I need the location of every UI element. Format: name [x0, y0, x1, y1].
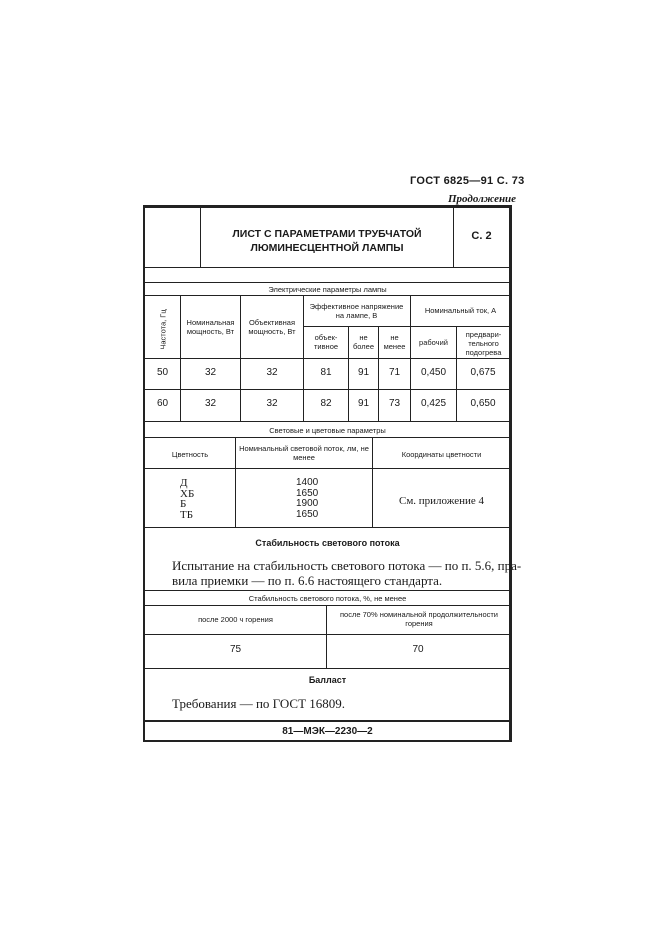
cell-objective-power: 32	[266, 367, 278, 378]
stability-col-70pct: после 70% номинальной продолжительности горения	[340, 610, 498, 628]
col-divider	[235, 437, 236, 527]
header-current-working: рабочий	[419, 338, 448, 347]
footer-code: 81—МЭК—2230—2	[282, 726, 373, 737]
stability-value-2000h: 75	[229, 644, 242, 655]
ballast-heading: Балласт	[308, 675, 347, 685]
color-coordinates-value: См. приложение 4	[398, 495, 485, 507]
list-item: 1650	[296, 508, 319, 520]
list-item: 1900	[296, 498, 319, 509]
stability-text-line2: вила приемки — по п. 6.6 настоящего стандарта.	[172, 573, 443, 588]
stability-value-70pct: 70	[412, 644, 424, 655]
header-objective-power: Объективная мощность, Вт	[248, 318, 296, 336]
continuation-label: Продолжение	[448, 193, 517, 205]
electrical-subheader-bottom	[145, 358, 510, 359]
flux-list	[296, 478, 318, 520]
light-bottom-rule	[145, 527, 510, 528]
electrical-header-rule	[145, 295, 510, 296]
light-header-bottom-rule	[145, 468, 510, 469]
list-item: Д	[180, 477, 188, 489]
cell-voltage-min: 73	[388, 398, 401, 409]
list-item: ХБ	[180, 487, 195, 500]
header-luminous-flux: Номинальный световой поток, лм, не менее	[239, 444, 369, 462]
header-frequency-text: Частота, Гц	[158, 308, 168, 350]
stability-heading: Стабильность светового потока	[255, 538, 400, 548]
stability-table-title: Стабильность светового потока, %, не менее	[248, 594, 407, 603]
cell-current-working: 0,425	[420, 398, 447, 409]
cell-voltage-min: 71	[388, 367, 401, 378]
list-item: 1400	[296, 477, 319, 488]
cell-voltage-max: 91	[357, 398, 370, 409]
header-voltage-objective: объек-тивное	[313, 333, 339, 351]
electrical-bottom-rule	[145, 421, 510, 422]
stability-text-line1: Испытание на стабильность светового потока — по п. 5.6, пра-	[172, 558, 522, 573]
title-divider-right	[453, 207, 454, 267]
subheader-rule	[303, 326, 510, 327]
stability-header-rule	[145, 605, 510, 606]
header-nominal-power: Номинальная мощность, Вт	[186, 318, 235, 336]
list-item: ТБ	[180, 508, 194, 521]
electrical-top-rule	[145, 282, 510, 283]
sheet-title	[202, 227, 452, 255]
list-item: 1650	[296, 487, 319, 499]
cell-current-preheat: 0,650	[470, 398, 496, 409]
cell-nominal-power: 32	[204, 367, 217, 378]
electrical-section-title: Электрические параметры лампы	[268, 285, 387, 294]
header-effective-voltage: Эффективное напряжение на лампе, В	[309, 302, 404, 320]
cell-voltage-max: 91	[357, 367, 370, 378]
stability-col-2000h: после 2000 ч горения	[198, 615, 273, 624]
sheet-title-line1: ЛИСТ С ПАРАМЕТРАМИ ТРУБЧАТОЙ	[232, 228, 422, 240]
stability-bottom-rule	[145, 668, 510, 669]
header-color: Цветность	[171, 450, 209, 459]
title-bottom-rule	[145, 267, 510, 268]
header-color-coordinates: Координаты цветности	[401, 450, 482, 459]
sheet-title-line2: ЛЮМИНЕСЦЕНТНОЙ ЛАМПЫ	[250, 242, 404, 254]
header-voltage-max: не более	[352, 333, 375, 351]
cell-nominal-power: 32	[204, 398, 217, 409]
header-voltage-min: не менее	[383, 333, 406, 351]
header-current-preheat: предвари-тельного подогрева	[465, 330, 502, 357]
color-list	[180, 478, 194, 520]
header-frequency	[150, 305, 176, 353]
col-divider	[372, 437, 373, 527]
cell-frequency: 50	[156, 367, 169, 378]
cell-frequency: 60	[156, 398, 169, 409]
light-header-top-rule	[145, 437, 510, 438]
cell-voltage-objective: 81	[320, 367, 332, 378]
sheet-number: С. 2	[471, 230, 492, 242]
header-nominal-current: Номинальный ток, А	[424, 306, 497, 315]
standard-reference: ГОСТ 6825—91 С. 73	[410, 175, 525, 187]
footer-rule	[145, 720, 510, 722]
cell-current-preheat: 0,675	[470, 367, 496, 378]
cell-objective-power: 32	[266, 398, 278, 409]
stability-subheader-rule	[145, 634, 510, 635]
ballast-text: Требования — по ГОСТ 16809.	[172, 696, 346, 711]
electrical-row-rule	[145, 389, 510, 390]
cell-voltage-objective: 82	[320, 398, 332, 409]
light-section-title: Световые и цветовые параметры	[269, 426, 386, 435]
list-item: Б	[180, 498, 187, 510]
stability-table-top-rule	[145, 590, 510, 591]
cell-current-working: 0,450	[420, 367, 447, 378]
title-divider-left	[200, 207, 201, 267]
col-divider	[326, 605, 327, 668]
